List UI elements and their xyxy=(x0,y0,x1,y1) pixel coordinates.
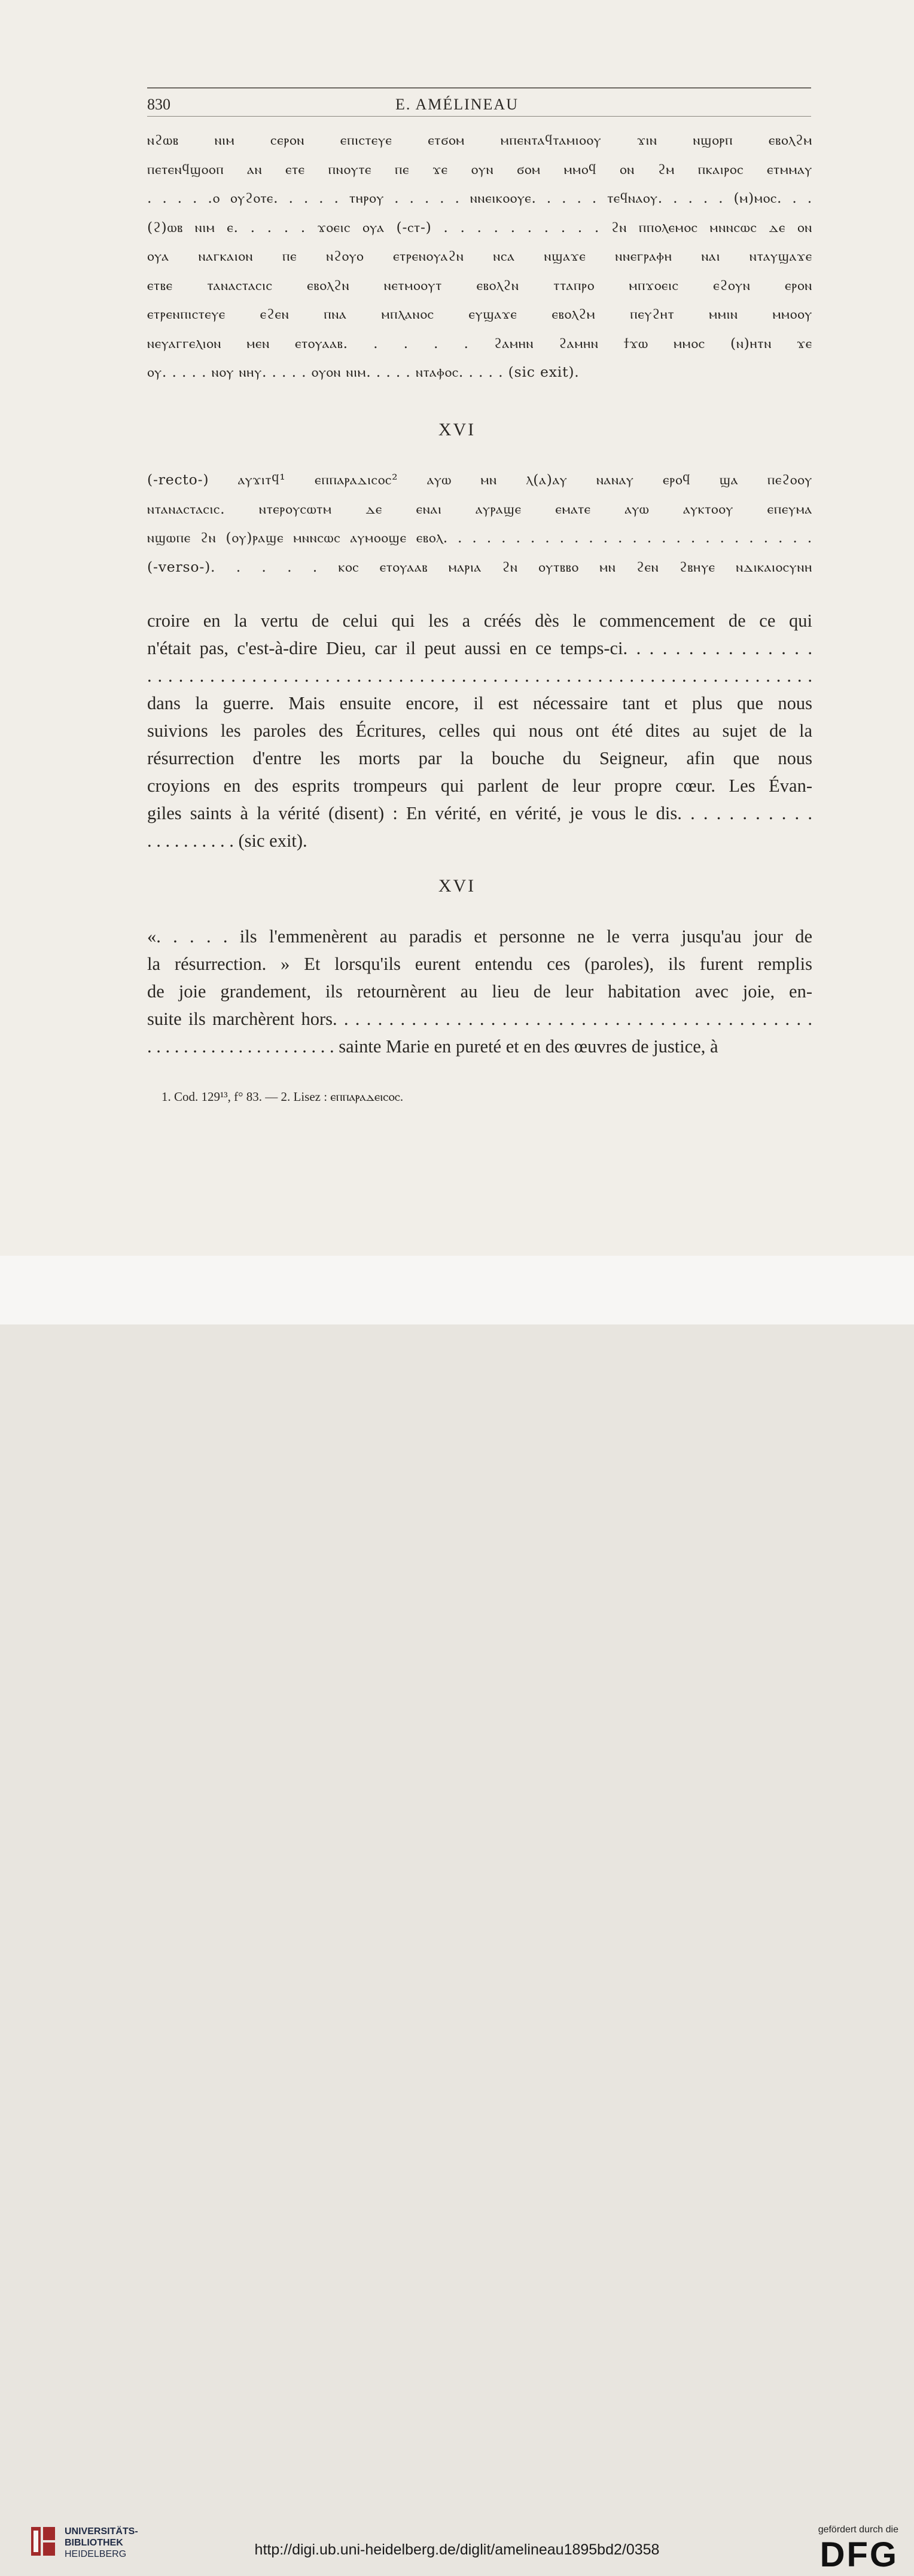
section-heading-xvi-coptic: XVI xyxy=(438,420,476,439)
library-line-1: UNIVERSITÄTS- xyxy=(65,2526,138,2537)
funded-by-label: gefördert durch die xyxy=(818,2525,898,2535)
french-translation-block-1 xyxy=(147,607,812,854)
running-title: E. AMÉLINEAU xyxy=(395,96,519,113)
french-line: n'était pas, c'est-à-dire Dieu, car il peut aussi en ce temps-ci. . . . . . . . . . . . . . . xyxy=(147,638,812,658)
footnote: 1. Cod. 129¹³, f° 83. — 2. Lisez : ⲉⲡⲡⲁⲣⲁⲇⲉⲓⲥⲟⲥ. xyxy=(162,1089,404,1104)
coptic-line: ⲡⲉⲧⲉⲛϥϣⲟⲟⲡ ⲁⲛ ⲉⲧⲉ ⲡⲛⲟⲩⲧⲉ ⲡⲉ ϫⲉ ⲟⲩⲛ ϭⲟⲙ ⲙⲙⲟϥ ⲟⲛ ϩⲙ ⲡⲕⲁⲓⲣⲟⲥ ⲉⲧⲙⲙⲁⲩ xyxy=(147,160,812,178)
scanned-page xyxy=(0,0,914,1256)
coptic-line: ⲛϩⲱⲃ ⲛⲓⲙ ⲥⲉⲣⲟⲛ ⲉⲡⲓⲥⲧⲉⲩⲉ ⲉⲧϭⲟⲙ ⲙⲡⲉⲛⲧⲁϥⲧⲁⲙⲓⲟⲟⲩ ϫⲓⲛ ⲛϣⲟⲣⲡ ⲉⲃⲟⲗϩⲙ xyxy=(147,132,812,148)
french-line: . . . . . . . . . . . . . . . . . . . . . . . . . . . . . . . . . . . . . . . . . . . . . . . . . . . . . . . . . . . . . . . . xyxy=(147,666,812,686)
coptic-line: (ϩ)ⲱⲃ ⲛⲓⲙ ⲉ. . . . . ϫⲟⲉⲓⲥ ⲟⲩⲁ (-ⲥⲧ-) . . . . . . . . . . ϩⲛ ⲡⲡⲟⲗⲉⲙⲟⲥ ⲙⲛⲛⲥⲱⲥ ⲇⲉ ⲟⲛ xyxy=(147,218,812,236)
coptic-line: ⲉⲧⲣⲉⲛⲡⲓⲥⲧⲉⲩⲉ ⲉϩⲉⲛ ⲡⲛⲁ ⲙⲡⲗⲁⲛⲟⲥ ⲉⲩϣⲁϫⲉ ⲉⲃⲟⲗϩⲙ ⲡⲉⲩϩⲏⲧ ⲙⲙⲓⲛ ⲙⲙⲟⲟⲩ xyxy=(147,306,812,322)
dfg-logo: DFG xyxy=(819,2535,898,2574)
coptic-line: (-recto-) ⲁⲩϫⲓⲧϥ¹ ⲉⲡⲡⲁⲣⲁⲇⲓⲥⲟⲥ² ⲁⲩⲱ ⲙⲛ ⲗ(ⲁ)ⲁⲩ ⲛⲁⲛⲁⲩ ⲉⲣⲟϥ ϣⲁ ⲡⲉϩⲟⲟⲩ xyxy=(147,471,812,488)
coptic-line: . . . . .ⲟ ⲟⲩϩⲟⲧⲉ. . . . . ⲧⲏⲣⲟⲩ . . . . . ⲛⲛⲉⲓⲕⲟⲟⲩⲉ. . . . . ⲧⲉϥⲛⲁⲟⲩ. . . . . (ⲙ)ⲙⲟⲥ. . . xyxy=(147,190,812,206)
source-url-link[interactable]: http://digi.ub.uni-heidelberg.de/diglit/amelineau1895bd2/0358 xyxy=(254,2541,660,2558)
french-line: croyions en des esprits trompeurs qui parlent de leur propre cœur. Les Évan- xyxy=(147,776,812,796)
french-line: résurrection d'entre les morts par la bouche du Seigneur, afin que nous xyxy=(147,748,812,768)
french-line: . . . . . . . . . . (sic exit). xyxy=(147,831,307,851)
coptic-line: ⲉⲧⲃⲉ ⲧⲁⲛⲁⲥⲧⲁⲥⲓⲥ ⲉⲃⲟⲗϩⲛ ⲛⲉⲧⲙⲟⲟⲩⲧ ⲉⲃⲟⲗϩⲛ ⲧⲧⲁⲡⲣⲟ ⲙⲡϫⲟⲉⲓⲥ ⲉϩⲟⲩⲛ ⲉⲣⲟⲛ xyxy=(147,276,812,294)
french-line: suivions les paroles des Écritures, celles qui nous ont été dites au sujet de la xyxy=(147,721,812,741)
french-line: de joie grandement, ils retournèrent au lieu de leur habitation avec joie, en- xyxy=(147,981,812,1002)
coptic-text-block-1 xyxy=(147,126,812,387)
coptic-line: ⲛⲉⲩⲁⲅⲅⲉⲗⲓⲟⲛ ⲙⲉⲛ ⲉⲧⲟⲩⲁⲁⲃ. . . . . ϩⲁⲙⲏⲛ ϩⲁⲙⲏⲛ ϯϫⲱ ⲙⲙⲟⲥ (ⲛ)ⲏⲧⲛ ϫⲉ xyxy=(147,334,812,352)
section-heading-xvi-french: XVI xyxy=(438,876,476,896)
coptic-line: ⲟⲩ. . . . . ⲛⲟⲩ ⲛⲏⲩ. . . . . ⲟⲩⲟⲛ ⲛⲓⲙ. . . . . ⲛⲧⲁⲫⲟⲥ. . . . . (sic exit). xyxy=(147,364,580,380)
coptic-line: ⲟⲩⲁ ⲛⲁⲅⲕⲁⲓⲟⲛ ⲡⲉ ⲛϩⲟⲩⲟ ⲉⲧⲣⲉⲛⲟⲩⲁϩⲛ ⲛⲥⲁ ⲛϣⲁϫⲉ ⲛⲛⲉⲅⲣⲁⲫⲏ ⲛⲁⲓ ⲛⲧⲁⲩϣⲁϫⲉ xyxy=(147,248,812,264)
header-rule xyxy=(147,116,811,117)
french-line: croire en la vertu de celui qui les a créés dès le commencement de ce qui xyxy=(147,611,812,631)
french-line: . . . . . . . . . . . . . . . . . . . . . sainte Marie en pureté et en des œuvres de justice, à xyxy=(147,1036,718,1057)
page-number: 830 xyxy=(147,96,170,113)
coptic-line: (-verso-). . . . . ⲕⲟⲥ ⲉⲧⲟⲩⲁⲁⲃ ⲙⲁⲣⲓⲁ ϩⲛ ⲟⲩⲧⲃⲃⲟ ⲙⲛ ϩⲉⲛ ϩⲃⲏⲩⲉ ⲛⲇⲓⲕⲁⲓⲟⲥⲩⲛⲏ xyxy=(147,558,812,575)
french-line: la résurrection. » Et lorsqu'ils eurent entendu ces (paroles), ils furent remplis xyxy=(147,954,812,974)
french-line: «. . . . . ils l'emmenèrent au paradis et personne ne le verra jusqu'au jour de xyxy=(147,926,812,947)
coptic-text-block-2 xyxy=(147,465,812,581)
french-line: suite ils marchèrent hors. . . . . . . . . . . . . . . . . . . . . . . . . . . . . . . . . . . . . . . . . . . xyxy=(147,1009,812,1029)
french-line: giles saints à la vérité (disent) : En vérité, en vérité, je vous le dis. . . . . . . . . . . xyxy=(147,803,812,823)
french-translation-block-2 xyxy=(147,923,812,1060)
digitization-footer xyxy=(0,1256,914,2574)
library-line-3: HEIDELBERG xyxy=(65,2549,127,2559)
top-rule xyxy=(147,87,811,88)
french-line: dans la guerre. Mais ensuite encore, il est nécessaire tant et plus que nous xyxy=(147,693,812,713)
coptic-line: ⲛⲧⲁⲛⲁⲥⲧⲁⲥⲓⲥ. ⲛⲧⲉⲣⲟⲩⲥⲱⲧⲙ ⲇⲉ ⲉⲛⲁⲓ ⲁⲩⲣⲁϣⲉ ⲉⲙⲁⲧⲉ ⲁⲩⲱ ⲁⲩⲕⲧⲟⲟⲩ ⲉⲡⲉⲩⲙⲁ xyxy=(147,500,812,517)
library-line-2: BIBLIOTHEK xyxy=(65,2538,123,2548)
coptic-line: ⲛϣⲱⲡⲉ ϩⲛ (ⲟⲩ)ⲣⲁϣⲉ ⲙⲛⲛⲥⲱⲥ ⲁⲩⲙⲟⲟϣⲉ ⲉⲃⲟⲗ. . . . . . . . . . . . . . . . . . . . . . . . . . xyxy=(147,529,812,546)
